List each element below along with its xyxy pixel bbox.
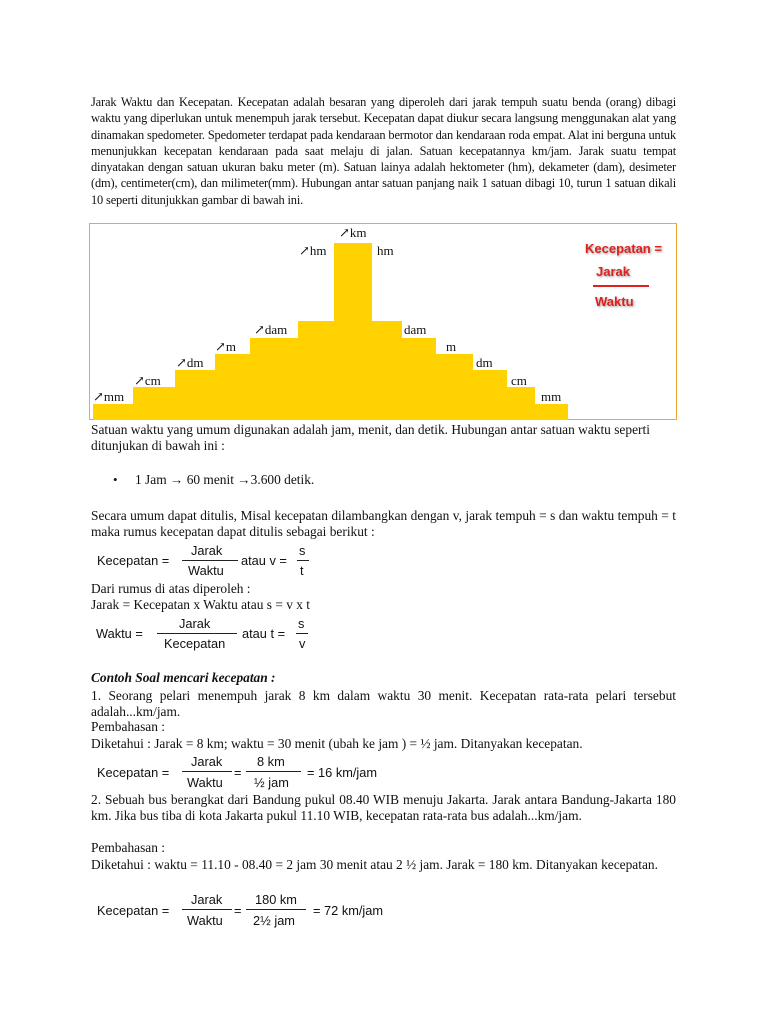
- formula2-bar2: [296, 633, 308, 634]
- label-down-dam: dam: [404, 322, 427, 337]
- label-up-mm: ↗mm: [93, 389, 125, 404]
- pembahasan-2: Pembahasan :: [91, 840, 166, 855]
- formula3-den: Waktu: [187, 775, 223, 790]
- formula1-bar: [182, 560, 238, 561]
- formula3-den2: ½ jam: [254, 775, 289, 790]
- label-down-m: m: [446, 339, 457, 354]
- label-up-km: ↗km: [339, 225, 367, 240]
- label-down-hm: hm: [377, 243, 394, 258]
- formula4-num: Jarak: [191, 892, 223, 907]
- question-2: 2. Sebuah bus berangkat dari Bandung pukul 08.40 WIB menuju Jakarta. Jarak antara Bandung-Jakarta 180 km. Jika bus tiba di kota Jakarta pukul 11.10 WIB, kecepatan rata-rata bus adalah...km/jam.: [91, 792, 676, 823]
- formula1-bar2: [297, 560, 309, 561]
- label-down-dm: dm: [476, 355, 493, 370]
- formula4-result: = 72 km/jam: [313, 903, 384, 918]
- question-1-given: Diketahui : Jarak = 8 km; waktu = 30 menit (ubah ke jam ) = ½ jam. Ditanyakan kecepatan.: [91, 736, 583, 751]
- formula2-mid: atau t =: [242, 626, 286, 641]
- formula4-bar: [182, 909, 232, 910]
- bullet-dot: •: [113, 472, 118, 487]
- label-up-dam: ↗dam: [254, 322, 288, 337]
- formula4-bar2: [246, 909, 306, 910]
- red-formula-denominator: Waktu: [595, 294, 634, 309]
- label-up-hm: ↗hm: [299, 243, 327, 258]
- staircase-shape: [93, 243, 568, 420]
- formula2-bar: [157, 633, 237, 634]
- formula3-bar: [182, 771, 232, 772]
- unit-staircase-diagram: [89, 223, 677, 420]
- label-down-mm: mm: [541, 389, 562, 404]
- formula1-den: Waktu: [188, 563, 224, 578]
- time-relation: 1 Jam → 60 menit →3.600 detik.: [135, 472, 315, 487]
- formula1-num: Jarak: [191, 543, 223, 558]
- formula2-den2: v: [299, 636, 306, 651]
- formula1-lhs: Kecepatan =: [97, 553, 170, 568]
- formula4-lhs: Kecepatan =: [97, 903, 170, 918]
- formula1-mid: atau v =: [241, 553, 287, 568]
- red-formula-numerator: Jarak: [596, 264, 630, 279]
- formula3-lhs: Kecepatan =: [97, 765, 170, 780]
- label-up-dm: ↗dm: [176, 355, 204, 370]
- example-title: Contoh Soal mencari kecepatan :: [91, 670, 276, 685]
- formula3-bar2: [246, 771, 301, 772]
- red-formula-bar: [593, 285, 649, 287]
- formula2-den: Kecepatan: [164, 636, 226, 651]
- formula4-num2: 180 km: [255, 892, 297, 907]
- pembahasan-1: Pembahasan :: [91, 719, 166, 734]
- label-up-cm: ↗cm: [134, 373, 161, 388]
- formula1-den2: t: [300, 563, 304, 578]
- formula3-result: = 16 km/jam: [307, 765, 378, 780]
- formula4-den2: 2½ jam: [253, 913, 295, 928]
- formula4-den: Waktu: [187, 913, 223, 928]
- formula2-num2: s: [298, 616, 305, 631]
- formula3-num: Jarak: [191, 754, 223, 769]
- question-2-given: Diketahui : waktu = 11.10 - 08.40 = 2 jam 30 menit atau 2 ½ jam. Jarak = 180 km. Ditanyakan kecepatan.: [91, 857, 658, 872]
- intro-paragraph: Jarak Waktu dan Kecepatan. Kecepatan adalah besaran yang diperoleh dari jarak tempuh suatu benda (orang) dibagi waktu yang diperlukan untuk menempuh jarak tersebut. Kecepatan dapat diukur secara langsung menggunakan alat yang dinamakan spedometer. Spedometer terdapat pada kendaraan bermotor dan kendaraan roda empat. Alat ini berguna untuk menunjukkan kecepatan kendaraan pada saat melaju di jalan. Satuan kecepatannya km/jam. Jarak suatu tempat dinyatakan dengan satuan ukuran baku meter (m). Satuan lainya adalah hektometer (hm), dekameter (dam), desimeter (dm), centimeter(cm), dan milimeter(mm). Hubungan antar satuan panjang naik 1 satuan dibagi 10, turun 1 satuan dikali 10 seperti ditunjukkan gambar di bawah ini.: [91, 95, 676, 207]
- formula1-num2: s: [299, 543, 306, 558]
- derive-line-2: Jarak = Kecepatan x Waktu atau s = v x t: [91, 597, 311, 612]
- label-down-cm: cm: [511, 373, 527, 388]
- formula4-eq: =: [234, 903, 242, 918]
- formula2-lhs: Waktu =: [96, 626, 143, 641]
- general-paragraph: Secara umum dapat ditulis, Misal kecepatan dilambangkan dengan v, jarak tempuh = s dan waktu tempuh = t maka rumus kecepatan dapat ditulis sebagai berikut :: [91, 508, 676, 539]
- time-intro: Satuan waktu yang umum digunakan adalah jam, menit, dan detik. Hubungan antar satuan waktu seperti ditunjukan di bawah ini :: [91, 422, 650, 453]
- label-up-m: ↗m: [215, 339, 237, 354]
- red-formula-title: Kecepatan =: [585, 241, 662, 256]
- formula3-num2: 8 km: [257, 754, 285, 769]
- derive-line-1: Dari rumus di atas diperoleh :: [91, 581, 251, 596]
- formula2-num: Jarak: [179, 616, 211, 631]
- formula3-eq: =: [234, 765, 242, 780]
- question-1: 1. Seorang pelari menempuh jarak 8 km dalam waktu 30 menit. Kecepatan rata-rata pelari tersebut adalah...km/jam.: [91, 688, 676, 719]
